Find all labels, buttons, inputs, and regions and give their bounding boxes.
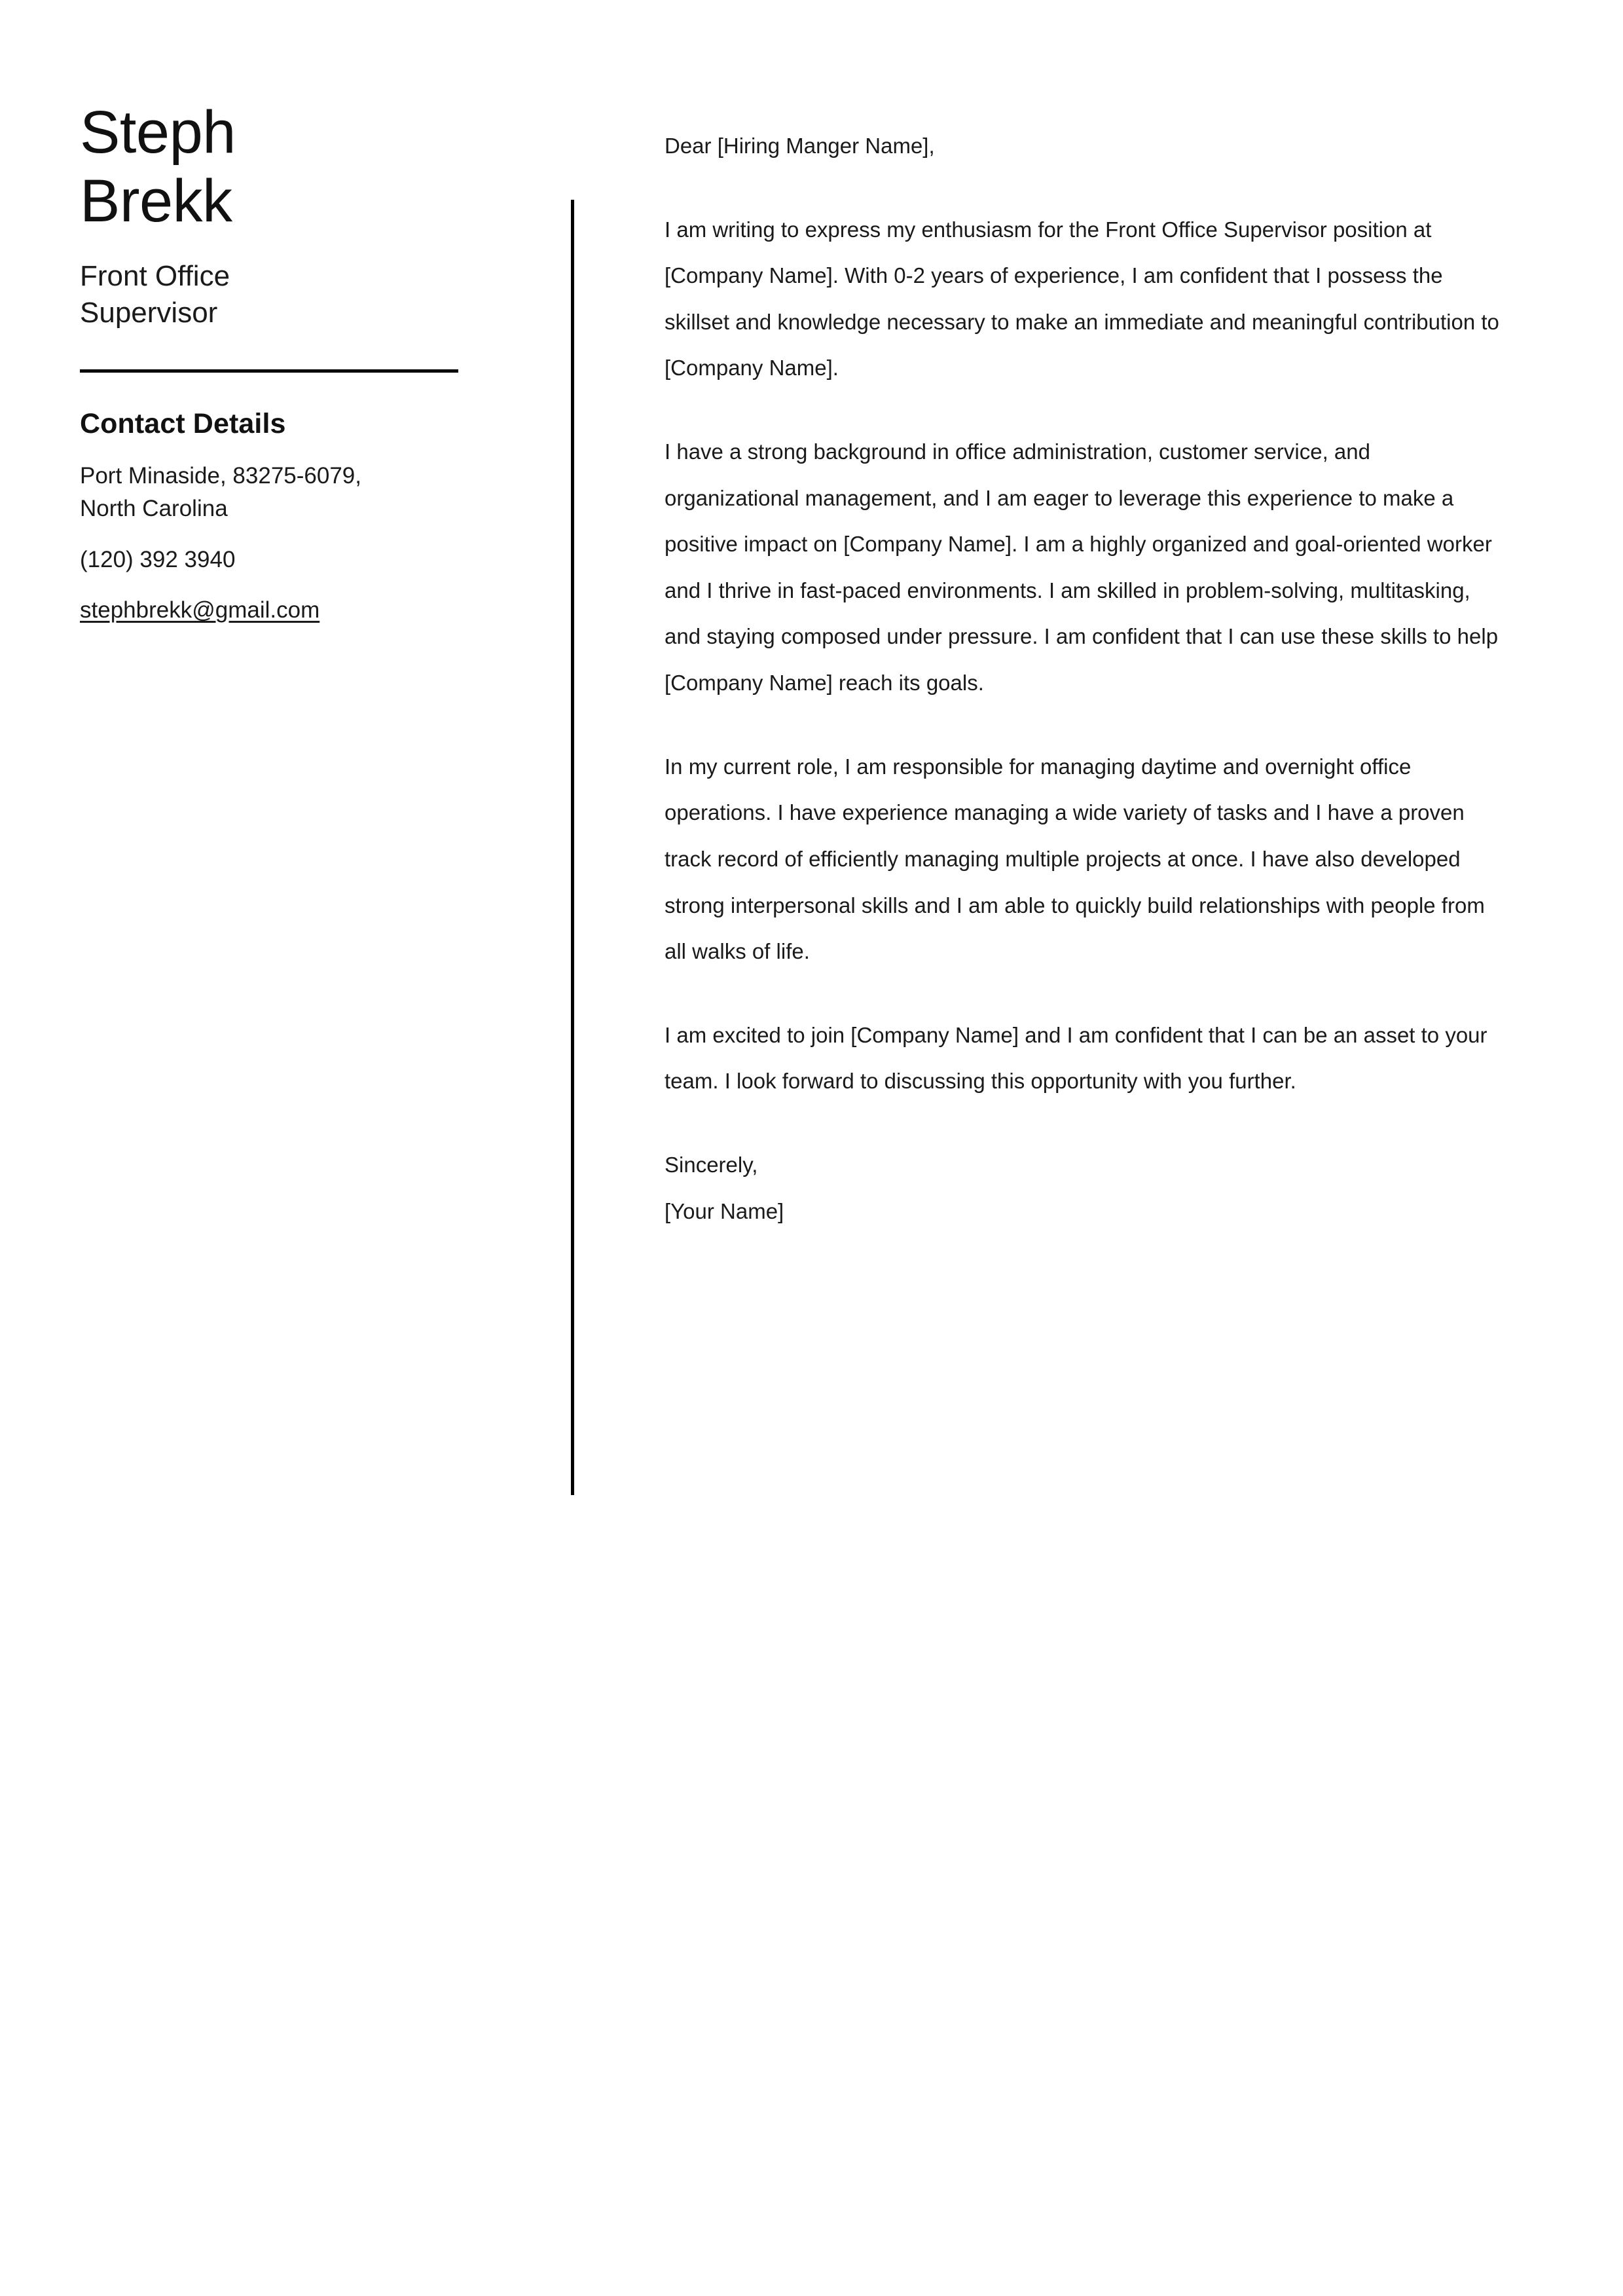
letter-signature-name: [Your Name] xyxy=(665,1198,784,1223)
letter-paragraph-4: I am excited to join [Company Name] and I am confident that I can be an asset to your team. I look forward to discussing this opportunity with you further. xyxy=(665,1022,1487,1094)
letter-paragraph-3: In my current role, I am responsible for managing daytime and overnight office operations. I have experience managing a wide variety of tasks and I have a proven track record of efficiently managing multiple projects at once. I have also developed strong interpersonal skills and I am able to quickly build relationships with people from all walks of life. xyxy=(665,754,1485,964)
contact-address-line-2: North Carolina xyxy=(80,496,228,522)
letter-signoff: Sincerely, xyxy=(665,1152,758,1177)
applicant-name xyxy=(80,98,473,236)
contact-address-line-1: Port Minaside, 83275-6079, xyxy=(80,463,361,489)
applicant-job-title xyxy=(80,258,473,332)
sidebar-divider-rule xyxy=(80,369,458,373)
contact-details-heading: Contact Details xyxy=(80,408,286,440)
letter-paragraph-2: I have a strong background in office administration, customer service, and organizational management, and I am eager to leverage this experience to make a positive impact on [Company Name]. I am a highly organized and goal-oriented worker and I thrive in fast-paced environments. I am skilled in problem-solving, multitasking, and staying composed under pressure. I am confident that I can use these skills to help [Company Name] reach its goals. xyxy=(665,439,1499,695)
job-title-line-2: Supervisor xyxy=(80,297,218,329)
column-divider-line xyxy=(571,200,574,1495)
contact-details-list xyxy=(80,460,473,627)
letter-paragraph-1: I am writing to express my enthusiasm for the Front Office Supervisor position at [Company Name]. With 0-2 years of experience, I am confident that I possess the skillset and knowledge necessary to make an immediate and meaningful contribution to [Company Name]. xyxy=(665,217,1499,380)
contact-email-link[interactable]: stephbrekk@gmail.com xyxy=(80,597,320,623)
letter-salutation: Dear [Hiring Manger Name], xyxy=(665,134,935,158)
contact-address xyxy=(80,460,473,525)
contact-email-item xyxy=(80,594,473,627)
sidebar xyxy=(80,98,473,627)
job-title-line-1: Front Office xyxy=(80,259,230,292)
applicant-first-name: Steph xyxy=(80,99,236,166)
letter-body xyxy=(665,123,1501,1234)
contact-phone: (120) 392 3940 xyxy=(80,546,236,572)
letter-signoff-block xyxy=(665,1142,1501,1234)
applicant-last-name: Brekk xyxy=(80,167,232,234)
